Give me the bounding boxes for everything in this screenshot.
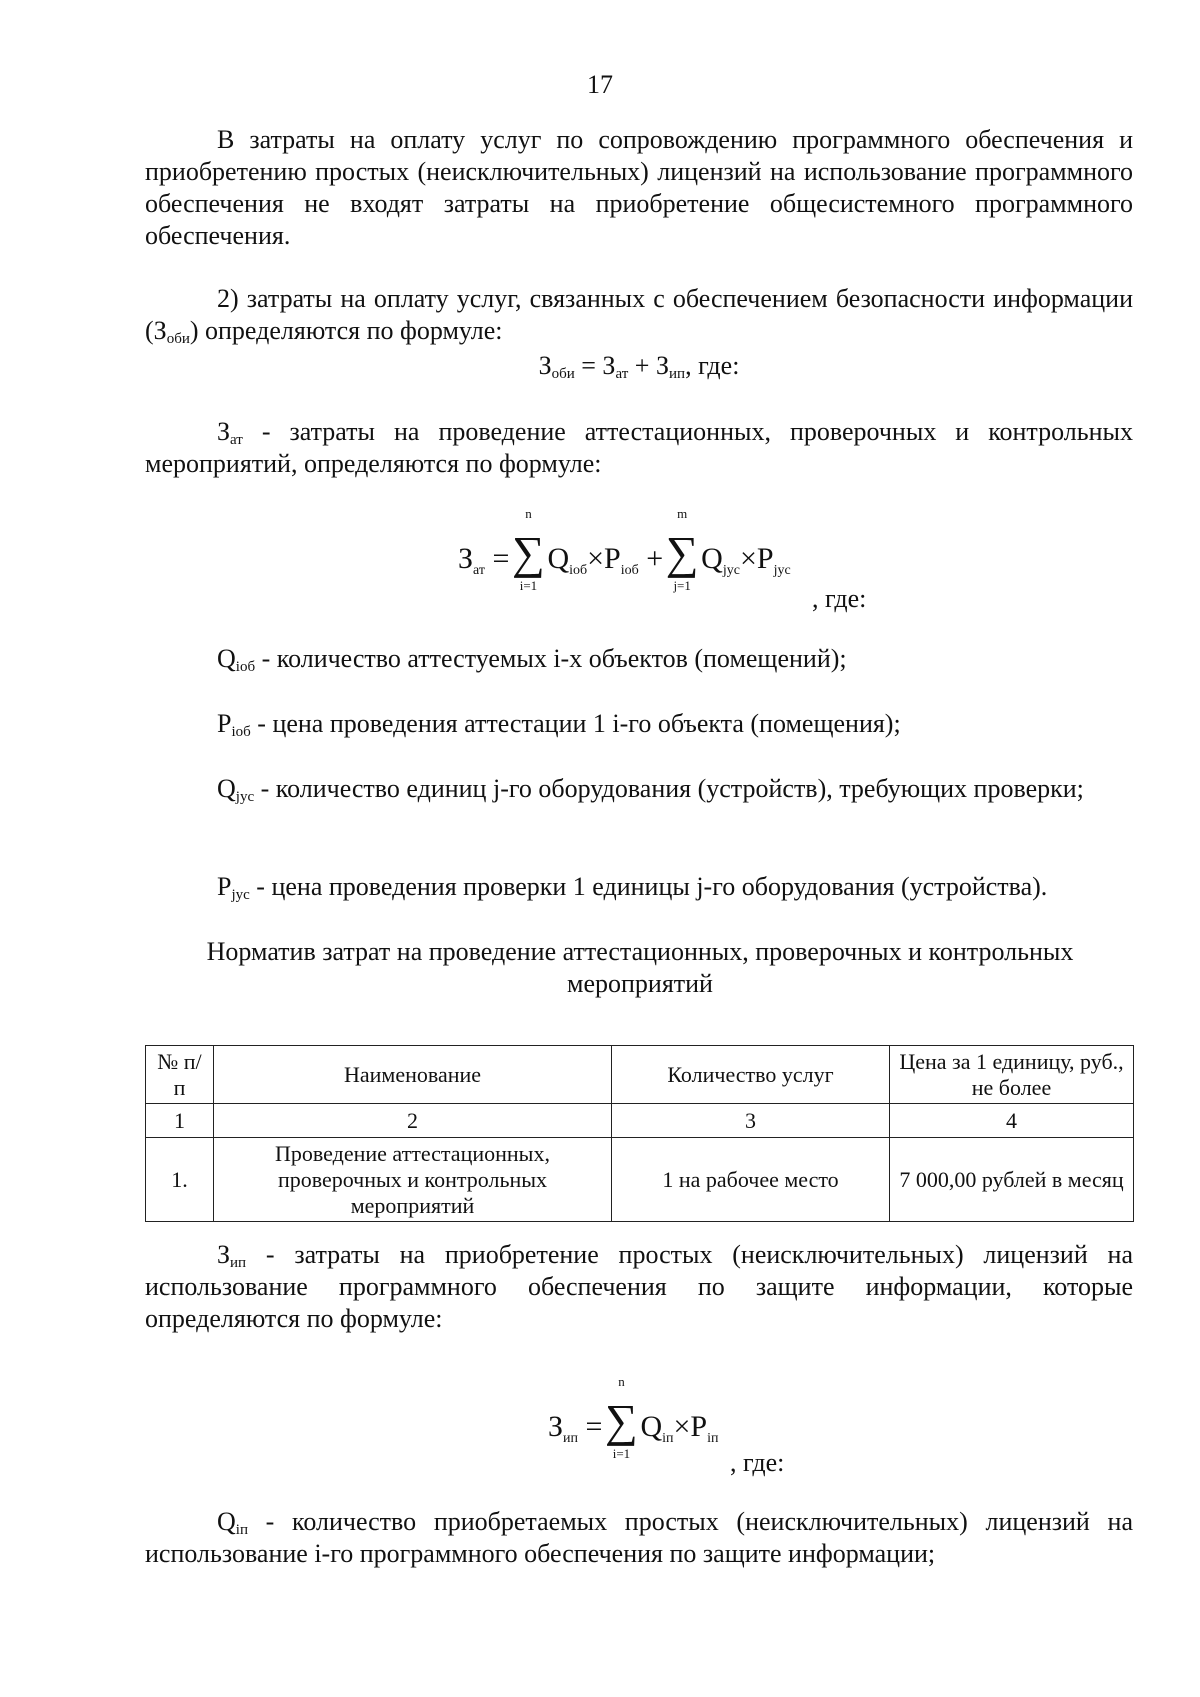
header-number: № п/п bbox=[146, 1046, 214, 1104]
page-number: 17 bbox=[587, 70, 613, 99]
table-header-row bbox=[146, 1046, 1134, 1104]
summation-sign: m ∑ j=1 bbox=[665, 506, 699, 593]
row-number: 1. bbox=[146, 1138, 214, 1222]
formula-licenses-where: , где: bbox=[730, 1448, 785, 1477]
definition-p-jus: $P_{jус}$ - цена проведения проверки 1 единицы j-го оборудования (устройства). bbox=[217, 872, 1048, 903]
formula-attestation: $З_{ат}$ = n ∑ i=1 $Q_{iоб}\times P_{iоб}$ + m ∑ j=1 $Q_{jус}\times P_{jус}$ bbox=[458, 506, 791, 593]
definition-p-iob: $P_{iоб}$ - цена проведения аттестации 1 i-го объекта (помещения); bbox=[217, 709, 901, 740]
header-price: Цена за 1 единицу, руб., не более bbox=[890, 1046, 1134, 1104]
definition-q-iob: $Q_{iоб}$ - количество аттестуемых i-х объектов (помещений); bbox=[217, 644, 847, 675]
definition-z-at: $З_{ат}$ - затраты на проведение аттестационных, проверочных и контрольных мероприятий, определяются по формуле: bbox=[145, 417, 1133, 478]
paragraph-security-costs: 2) затраты на оплату услуг, связанных с обеспечением безопасности информации $(З_{оби})$ определяются по формуле: bbox=[145, 284, 1133, 347]
table-numbering-row bbox=[146, 1104, 1134, 1138]
summation-sign: n ∑ i=1 bbox=[512, 506, 545, 593]
header-name: Наименование bbox=[214, 1046, 612, 1104]
table-title: Норматив затрат на проведение аттестационных, проверочных и контрольных мероприятий bbox=[206, 937, 1074, 998]
table-row bbox=[146, 1138, 1134, 1222]
summation-sign: n ∑ i=1 bbox=[605, 1374, 638, 1461]
definition-q-ip: $Q_{iп}$ - количество приобретаемых простых (неисключительных) лицензий на использование i-го программного обеспечения по защите информации; bbox=[145, 1507, 1133, 1568]
numbering-cell: 1 bbox=[146, 1104, 214, 1138]
numbering-cell: 4 bbox=[890, 1104, 1134, 1138]
formula-licenses: $З_{ип}$ = n ∑ i=1 $Q_{iп}\times P_{iп}$ bbox=[548, 1374, 719, 1461]
cost-norm-table bbox=[145, 1045, 1134, 1222]
paragraph-exclusions: В затраты на оплату услуг по сопровождению программного обеспечения и приобретению простых (неисключительных) лицензий на использование программного обеспечения не входят затраты на приобретение общесистемного программного обеспечения. bbox=[145, 125, 1133, 250]
row-quantity: 1 на рабочее место bbox=[612, 1138, 890, 1222]
formula-total-security: $З_{оби} = З_{ат} + З_{ип}$, где: bbox=[538, 351, 740, 382]
numbering-cell: 3 bbox=[612, 1104, 890, 1138]
numbering-cell: 2 bbox=[214, 1104, 612, 1138]
formula-attestation-where: , где: bbox=[812, 584, 867, 613]
header-quantity: Количество услуг bbox=[612, 1046, 890, 1104]
definition-q-jus: $Q_{jус}$ - количество единиц j-го оборудования (устройств), требующих проверки; bbox=[217, 774, 1084, 805]
row-name: Проведение аттестационных, проверочных и контрольных мероприятий bbox=[214, 1138, 612, 1222]
row-price: 7 000,00 рублей в месяц bbox=[890, 1138, 1134, 1222]
definition-z-ip: $З_{ип}$ - затраты на приобретение простых (неисключительных) лицензий на использование программного обеспечения по защите информации, которые определяются по формуле: bbox=[145, 1240, 1133, 1333]
